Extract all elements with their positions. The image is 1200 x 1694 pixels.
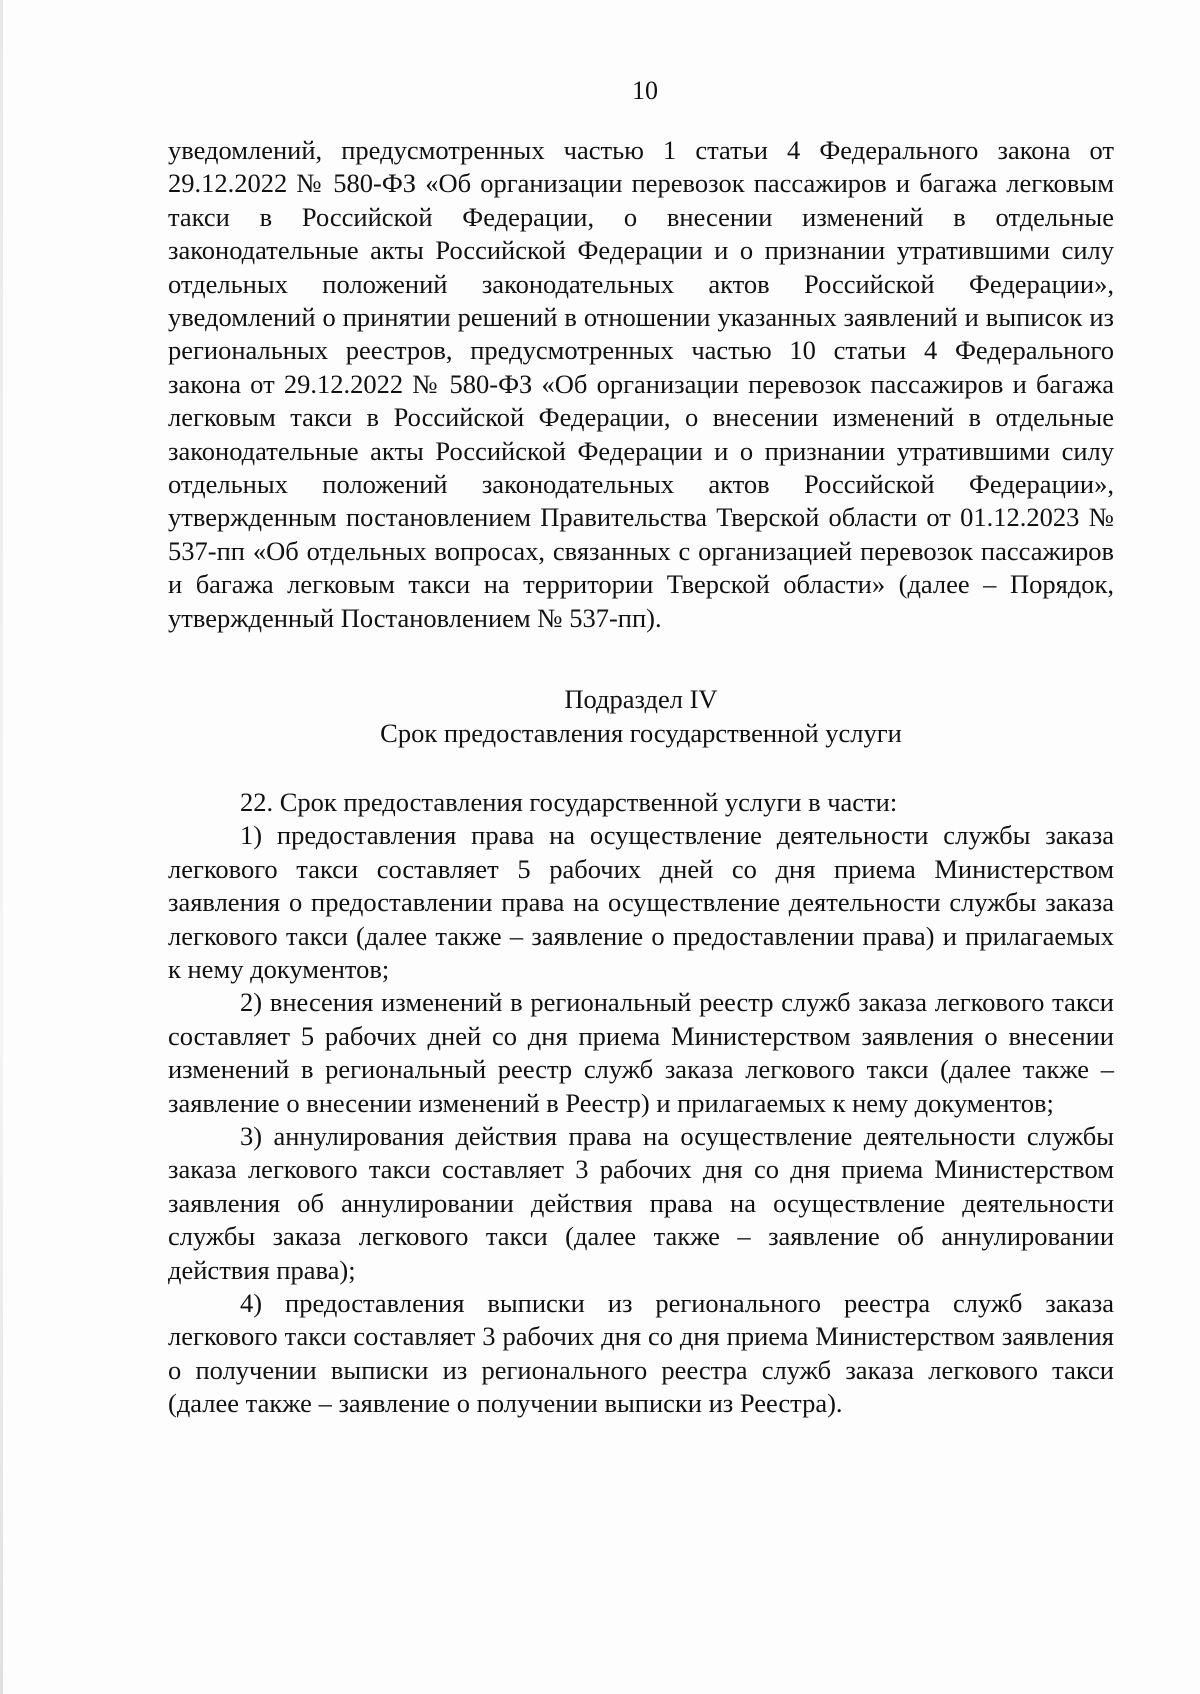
scan-edge [0, 0, 3, 1694]
document-body [168, 134, 1114, 1421]
intro-paragraph: уведомлений, предусмотренных частью 1 статьи 4 Федерального закона от 29.12.2022 № 580-ФЗ «Об организации перевозок пассажиров и багажа легковым такси в Российской Федерации, о внесении изменений в отдельные законодательные акты Российской Федерации и о признании утратившими силу отдельных положений законодательных актов Российской Федерации», уведомлений о принятии решений в отношении указанных заявлений и выписок из региональных реестров, предусмотренных частью 10 статьи 4 Федерального закона от 29.12.2022 № 580-ФЗ «Об организации перевозок пассажиров и багажа легковым такси в Российской Федерации, о внесении изменений в отдельные законодательные акты Российской Федерации и о признании утратившими силу отдельных положений законодательных актов Российской Федерации», утвержденным постановлением Правительства Тверской области от 01.12.2023 № 537-пп «Об отдельных вопросах, связанных с организацией перевозок пассажиров и багажа легковым такси на территории Тверской области» (далее – Порядок, утвержденный Постановлением № 537-пп). [168, 135, 1114, 633]
section-title: Срок предоставления государственной услуги [380, 717, 902, 748]
clause-22-item-1: 1) предоставления права на осуществление деятельности службы заказа легкового такси составляет 5 рабочих дней со дня приема Министерством заявления о предоставлении права на осуществление деятельности службы заказа легкового такси (далее также – заявление о предоставлении права) и прилагаемых к нему документов; [168, 820, 1114, 984]
clause-22-lead: 22. Срок предоставления государственной услуги в части: [240, 786, 898, 817]
clause-22-item-2: 2) внесения изменений в региональный реестр служб заказа легкового такси составляет 5 рабочих дней со дня приема Министерством заявления о внесении изменений в региональный реестр служб заказа легкового такси (далее также – заявление о внесении изменений в Реестр) и прилагаемых к нему документов; [168, 987, 1114, 1118]
page-number: 10 [632, 76, 658, 105]
clause-22-item-4: 4) предоставления выписки из регионального реестра служб заказа легкового такси составляет 3 рабочих дня со дня приема Министерством заявления о получении выписки из регионального реестра служб заказа легкового такси (далее также – заявление о получении выписки из Реестра). [168, 1288, 1114, 1419]
section-heading [168, 683, 1114, 750]
section-label: Подраздел IV [564, 684, 718, 715]
clause-22-item-3: 3) аннулирования действия права на осуществление деятельности службы заказа легкового такси составляет 3 рабочих дня со дня приема Министерством заявления об аннулировании действия права на осуществление деятельности службы заказа легкового такси (далее также – заявление об аннулировании действия права); [168, 1120, 1114, 1285]
